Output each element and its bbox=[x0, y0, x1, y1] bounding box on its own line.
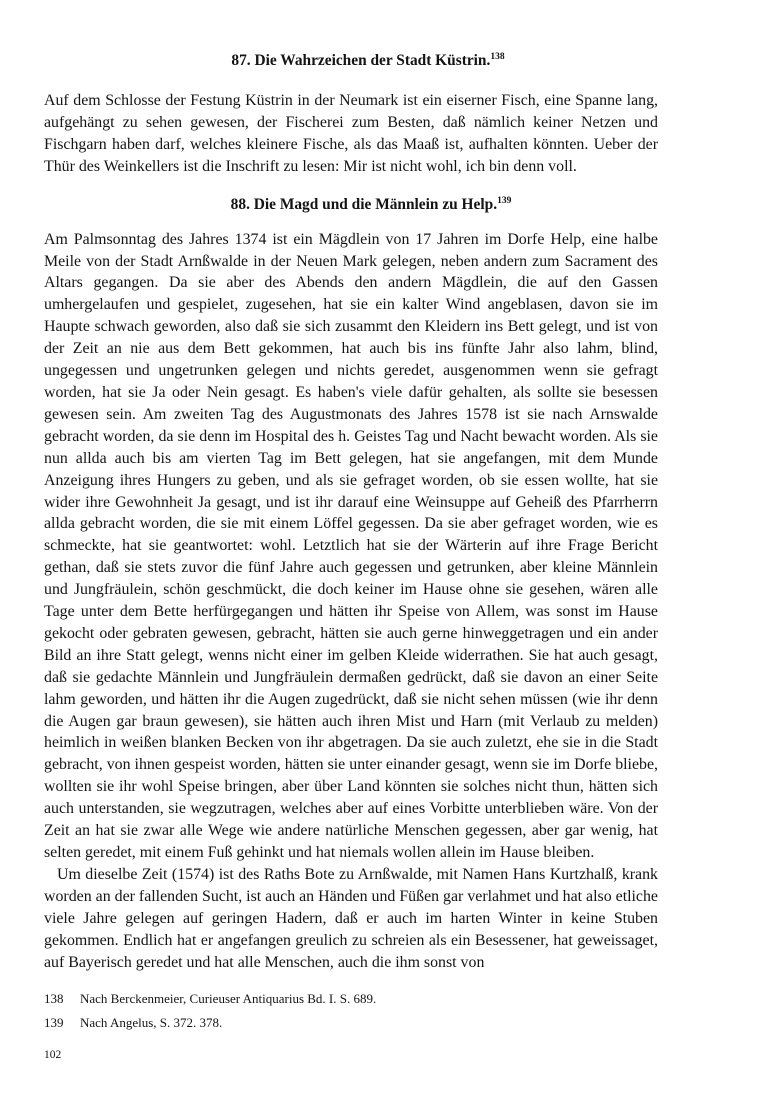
page-body bbox=[44, 50, 658, 973]
section-88-paragraph-1: Am Palmsonntag des Jahres 1374 ist ein Mägdlein von 17 Jahren im Dorfe Help, eine halbe Meile von der Stadt Arnßwalde in der Neuen Mark gelegen, neben andern zum Sacrament des Altars gegangen. Da sie aber des Abends den andern Mägdlein, die auf den Gassen umhergelaufen und gespielet, zugesehen, hat sie ein kalter Wind angeblasen, davon sie im Haupte schwach geworden, also daß sie sich zusammt den Kleidern ins Bett gelegt, und ist von der Zeit an nie aus dem Bett gekommen, hat auch bis ins fünfte Jahr also lahm, blind, ungegessen und ungetrunken gelegen und nichts geredet, ausgenommen wenn sie gefragt worden, hat sie Ja oder Nein gesagt. Es haben's viele dafür gehalten, als sollte sie besessen gewesen sein. Am zweiten Tag des Augustmonats des Jahres 1578 ist sie nach Arnswalde gebracht worden, da sie denn im Hospital des h. Geistes Tag und Nacht bewacht worden. Als sie nun allda auch bis am vierten Tag im Bett gelegen, hat sie angefangen, mit dem Munde Anzeigung ihres Hungers zu geben, und als sie gefraget worden, ob sie essen wollte, hat sie wider ihre Gewohnheit Ja gesagt, und ist ihr darauf eine Weinsuppe auf Geheiß des Pfarrherrn allda gebracht worden, die sie mit einem Löffel gegessen. Da sie aber gefraget worden, wie es schmeckte, hat sie geantwortet: wohl. Letztlich hat sie der Wärterin auf ihre Frage Bericht gethan, daß sie stets zuvor die fünf Jahre auch gegessen und getrunken, aber kleine Männlein und Jungfräulein, schön geschmückt, die doch keiner im Hause ohne sie gesehen, wären alle Tage unter dem Bette herfürgegangen und hätten ihr Speise von Allem, was sonst im Hause gekocht oder gebraten gewesen, gebracht, hätten sie auch gerne hinweggetragen und ein ander Bild an ihre Statt gelegt, wenns nicht einer im gelben Kleide widerrathen. Sie hat auch gesagt, daß sie gedachte Männlein und Jungfräulein dermaßen gedrückt, daß sie davon an einer Seite lahm geworden, und hätten ihr die Augen zugedrückt, daß sie nicht sehen müssen (wie ihr denn die Augen gar braun gewesen), sie hätten auch ihren Mist und Harn (mit Verlaub zu melden) heimlich in weißen blanken Becken von ihr abgetragen. Da sie auch zuletzt, ehe sie in die Stadt gebracht, von ihnen gespeist worden, hätten sie unter einander gesagt, wenn sie im Dorfe bliebe, wollten sie ihr wohl Speise bringen, aber über Land könnten sie solches nicht thun, hätten sich auch unterstanden, sie wegzutragen, welches aber auf eines Vorbitte unterblieben wäre. Von der Zeit an hat sie zwar alle Wege wie andere natürliche Menschen gegessen, aber gar wenig, hat selten geredet, mit einem Fuß gehinkt und hat niemals wollen allein im Hause bleiben. bbox=[44, 230, 658, 861]
section-heading-88: 88. Die Magd und die Männlein zu Help.$^{139}$ bbox=[230, 195, 512, 213]
footnote-138 bbox=[44, 990, 658, 1008]
page-number: 102 bbox=[44, 1049, 62, 1061]
footnote-text: Nach Berckenmeier, Curieuser Antiquarius Bd. I. S. 689. bbox=[80, 991, 377, 1006]
footnote-number: 139 bbox=[44, 1015, 64, 1030]
footnote-139 bbox=[44, 1014, 658, 1032]
section-87-paragraph: Auf dem Schlosse der Festung Küstrin in der Neumark ist ein eiserner Fisch, eine Spanne lang, aufgehängt zu sehen gewesen, der Fischerei zum Besten, daß nämlich keiner Netzen und Fischgarn haben darf, welches kleinere Fische, als das Maaß ist, aufhalten könnten. Ueber der Thür des Weinkellers ist die Inschrift zu lesen: Mir ist nicht wohl, ich bin denn voll. bbox=[44, 92, 658, 175]
footnote-number: 138 bbox=[44, 991, 64, 1006]
footnote-ref-138: 138 bbox=[490, 52, 505, 62]
footnote-ref-139: 139 bbox=[497, 195, 512, 206]
footnote-text: Nach Angelus, S. 372. 378. bbox=[80, 1015, 223, 1030]
section-heading-87: 87. Die Wahrzeichen der Stadt Küstrin.$^{138}$ bbox=[231, 52, 505, 69]
section-88-paragraph-2: Um dieselbe Zeit (1574) ist des Raths Bote zu Arnßwalde, mit Namen Hans Kurtzhalß, krank worden an der fallenden Sucht, ist auch an Händen und Füßen gar verlahmet und hat also etliche viele Jahre gelegen auf geringen Hadern, daß er auch im harten Winter in keine Stuben gekommen. Endlich hat er angefangen greulich zu schreien als ein Besessener, hat geweissaget, auf Bayerisch geredet und hat alle Menschen, auch die ihm sonst von bbox=[44, 865, 658, 971]
